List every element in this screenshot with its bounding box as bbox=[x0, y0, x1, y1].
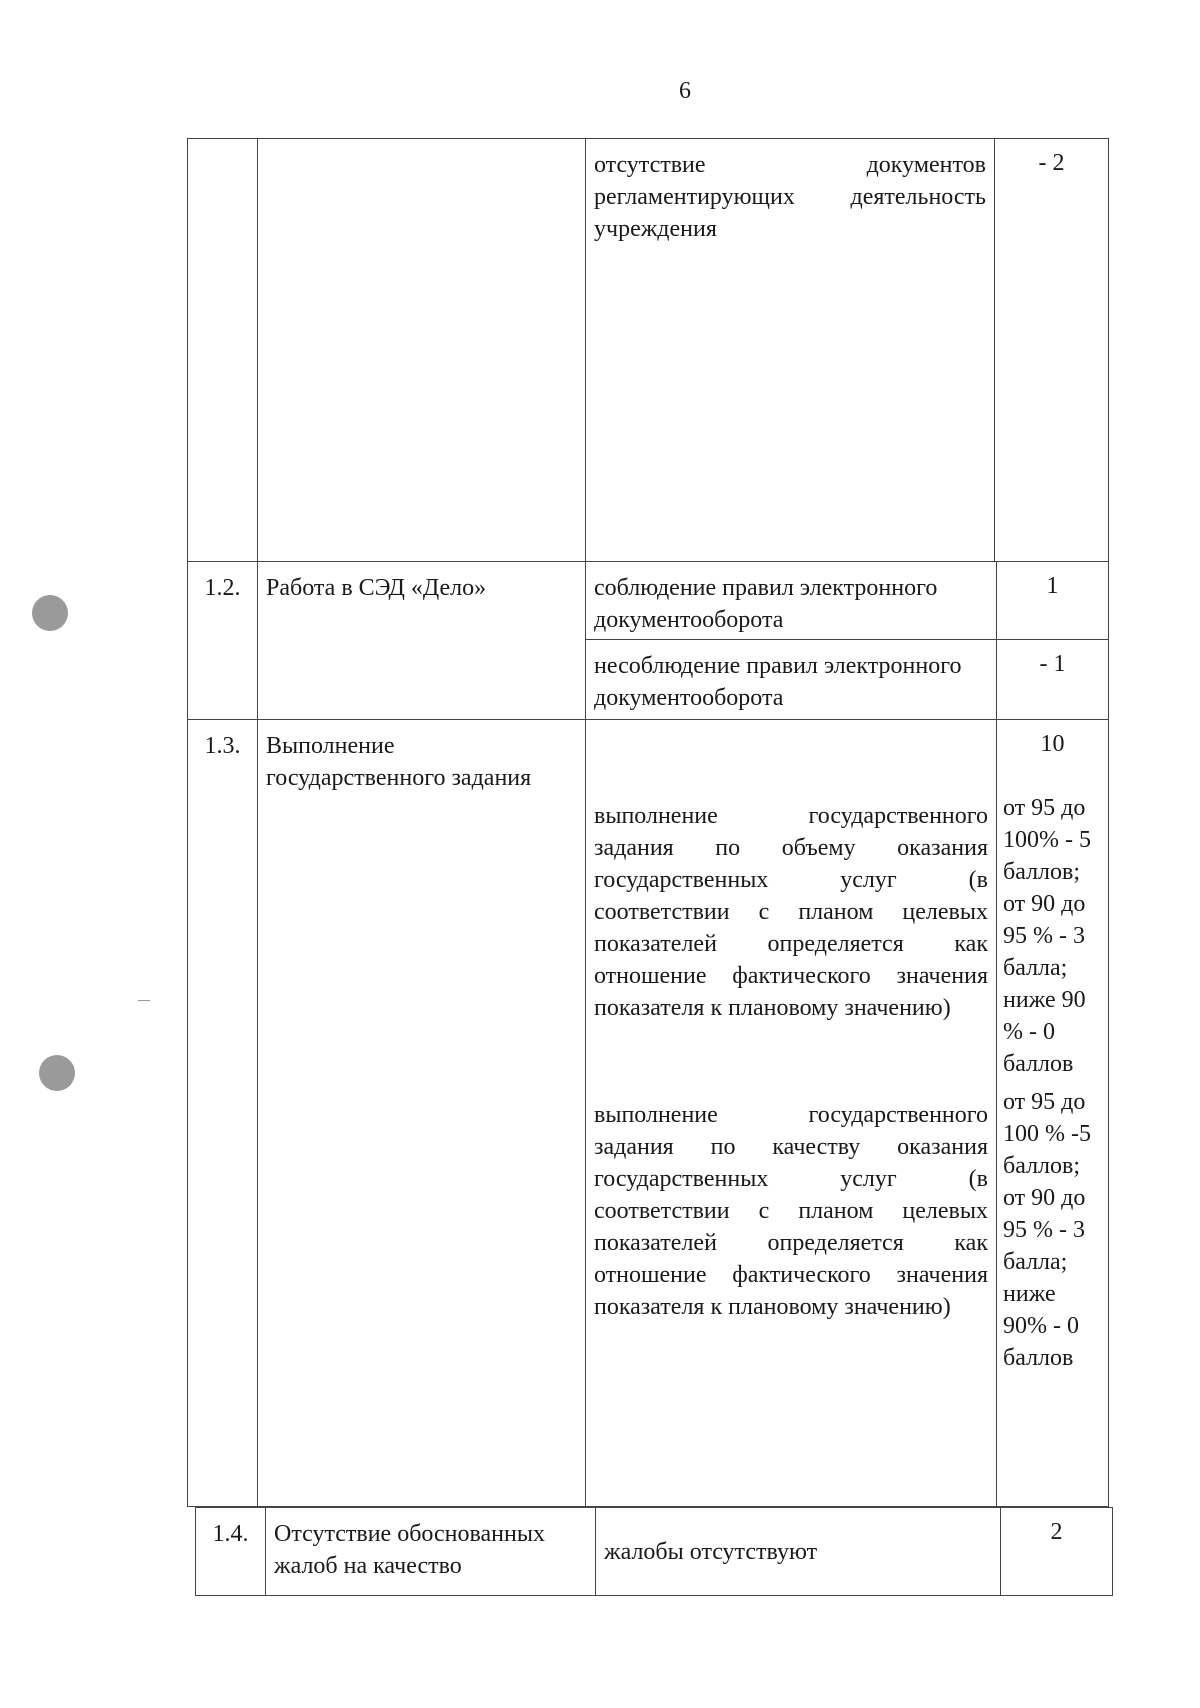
score-line: от 90 до 95 % - 3 балла; bbox=[1003, 1185, 1086, 1275]
cell-score: - 1 bbox=[997, 640, 1109, 720]
cell-name: Выполнение государственного задания bbox=[258, 720, 586, 1507]
score-line: от 90 до 95 % - 3 балла; bbox=[1003, 891, 1086, 981]
score-volume bbox=[997, 792, 1108, 1080]
score-max: 10 bbox=[1040, 731, 1065, 757]
cell-score: 1 bbox=[997, 562, 1109, 640]
score-line: от 95 до 100% - 5 баллов; bbox=[1003, 795, 1091, 885]
table-row-1-2 bbox=[188, 562, 1109, 640]
cell-criterion: жалобы отсутствуют bbox=[596, 1508, 1001, 1596]
cell-name-empty bbox=[258, 139, 586, 562]
score-line: ниже 90% - 0 баллов bbox=[1003, 1281, 1079, 1371]
cell-name: Работа в СЭД «Дело» bbox=[258, 562, 586, 720]
cell-num: 1.3. bbox=[188, 720, 258, 1507]
score-line: ниже 90 % - 0 баллов bbox=[1003, 987, 1086, 1077]
cell-criterion bbox=[586, 720, 997, 1507]
cell-num: 1.2. bbox=[188, 562, 258, 720]
cell-score: 2 bbox=[1001, 1508, 1113, 1596]
table-last-section bbox=[195, 1507, 1113, 1596]
cell-num-empty bbox=[188, 139, 258, 562]
table-row-1-3 bbox=[188, 720, 1109, 1507]
table-continued-section bbox=[187, 138, 1109, 562]
cell-num: 1.4. bbox=[196, 1508, 266, 1596]
page-number: 6 bbox=[679, 78, 691, 104]
cell-score bbox=[997, 720, 1109, 1507]
score-line: от 95 до 100 % -5 баллов; bbox=[1003, 1089, 1091, 1179]
table-row-1-4 bbox=[196, 1508, 1113, 1596]
cell-name: Отсутствие обоснованных жалоб на качество bbox=[266, 1508, 596, 1596]
score-quality bbox=[997, 1086, 1108, 1374]
binder-hole-top bbox=[32, 595, 68, 631]
criterion-text: отсутствие документов регламентирующих деятельность учреждения bbox=[594, 152, 986, 242]
criterion-volume: выполнение государственного задания по объему оказания государственных услуг (в соответствии с планом целевых показателей определяется как отношение фактического значения показателя к плановому значению) bbox=[594, 803, 988, 1021]
table-main-section bbox=[187, 561, 1109, 1507]
cell-criterion: соблюдение правил электронного документооборота bbox=[586, 562, 997, 640]
criterion-quality: выполнение государственного задания по качеству оказания государственных услуг (в соответствии с планом целевых показателей определяется как отношение фактического значения показателя к плановому значению) bbox=[594, 1102, 988, 1320]
margin-mark bbox=[138, 1000, 150, 1001]
binder-hole-bottom bbox=[39, 1055, 75, 1091]
cell-score: - 2 bbox=[995, 139, 1109, 562]
cell-criterion: несоблюдение правил электронного документооборота bbox=[586, 640, 997, 720]
table-row-continued bbox=[188, 139, 1109, 562]
cell-criterion bbox=[586, 139, 995, 562]
